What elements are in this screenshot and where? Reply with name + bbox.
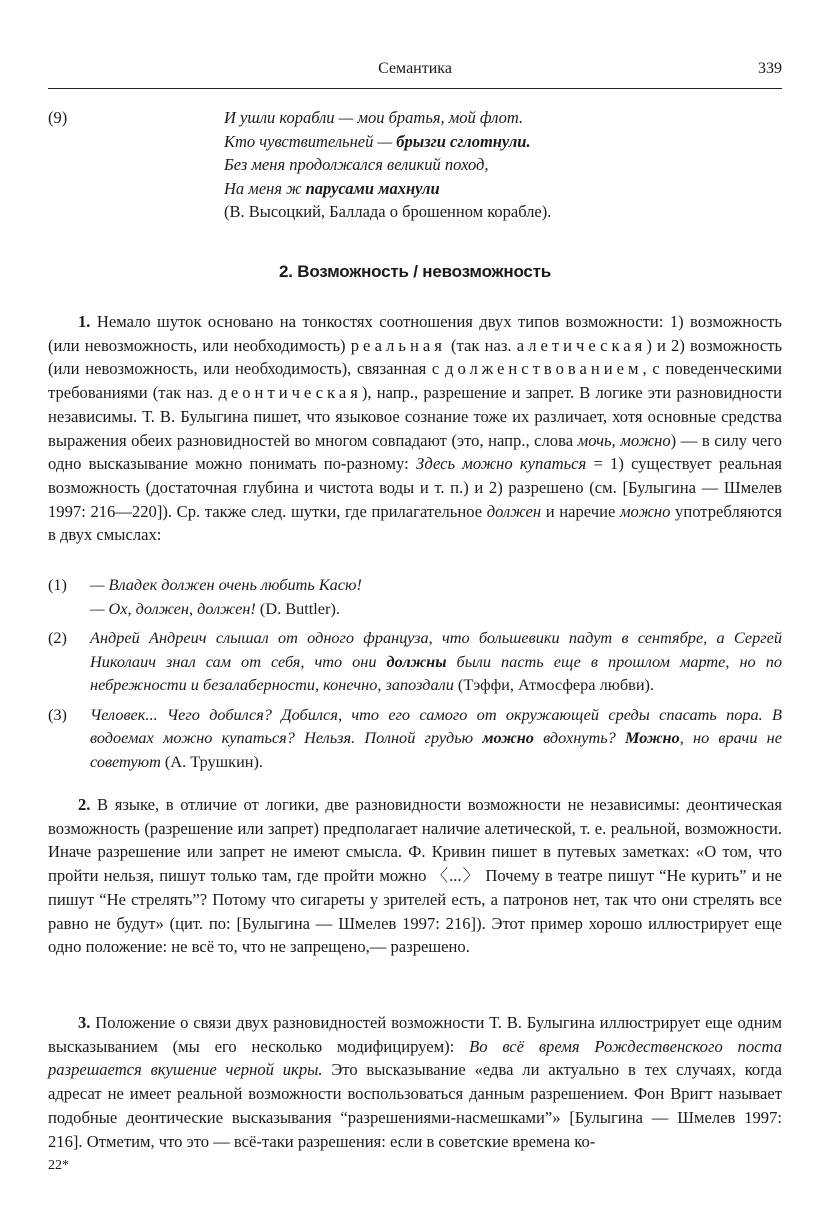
text: употребляются в двух смыслах: bbox=[48, 501, 782, 545]
text: ), напр., разрешение и запрет. В логике эти разновидности независимы. Т. В. Булыгина пишет, что языковое сознание тоже их различает, хотя основные средства выражения обеих разновидностей во многом совпадают (это, напр., слова bbox=[48, 383, 782, 450]
example-label: (3) bbox=[48, 704, 67, 724]
text: = 1) существует реальная возможность (достаточная глубина и чистота воды и т. п.) и 2) разрешено (см. [Булыгина — Шмелев 1997: 216—220]). Ср. также след. шутки, где прилагательное bbox=[48, 454, 782, 521]
poem-text: Кто чувствительней — bbox=[224, 131, 397, 151]
poem-line bbox=[224, 106, 551, 130]
example-label: (2) bbox=[48, 628, 67, 647]
example-source: (А. Трушкин). bbox=[160, 751, 264, 771]
text: и наречие bbox=[541, 501, 620, 521]
poem-source: (В. Высоцкий, Баллада о брошенном корабле). bbox=[224, 202, 552, 221]
example-3 bbox=[48, 703, 782, 774]
spaced-term: деонтическая bbox=[218, 383, 362, 403]
spaced-term: реальная bbox=[350, 335, 446, 355]
italic-term: Здесь можно купаться bbox=[415, 454, 587, 474]
poem-text: Без меня продолжался великий поход, bbox=[224, 155, 489, 174]
paragraph-number: 3. bbox=[78, 1013, 91, 1032]
poem-emphasis: парусами махнули bbox=[305, 178, 440, 198]
example-emphasis: Можно bbox=[625, 728, 680, 747]
section-heading: 2. Возможность / невозможность bbox=[278, 262, 552, 281]
poem-text: На меня ж bbox=[224, 178, 306, 198]
paragraph-number: 1. bbox=[78, 312, 91, 331]
poem-quote bbox=[224, 106, 551, 224]
example-text: вдохнуть? bbox=[533, 728, 626, 747]
paragraph-number: 2. bbox=[78, 795, 91, 814]
italic-term: Во всё время Рождественского поста разрешается вкушение черной икры. bbox=[48, 1036, 783, 1080]
poem-text: И ушли корабли — мои братья, мой флот. bbox=[224, 108, 524, 127]
italic-term: можно bbox=[619, 501, 671, 521]
signature-mark: 22* bbox=[48, 1158, 69, 1173]
text: Это высказывание «едва ли актуально в тех случаях, когда адресат не имеет реальной возможности воспользоваться данным разрешением. Фон Вригт называет подобные деонтические высказывания “разрешениями-насмешками”» [Булыгина — Шмелев 1997: 216]. Отметим, что это — всё-таки разрешения: если в советские времена ко- bbox=[48, 1060, 782, 1151]
poem-emphasis: брызги сглотнули. bbox=[396, 131, 531, 151]
example-source: (Тэффи, Атмосфера любви). bbox=[453, 675, 655, 694]
example-text: , но врачи не советуют bbox=[90, 728, 782, 771]
example-1 bbox=[48, 573, 782, 620]
text: , с поведенческими требованиями (так наз. bbox=[48, 359, 783, 403]
example-2 bbox=[48, 626, 782, 697]
paragraph-2 bbox=[48, 793, 782, 959]
text: ) — в силу чего одно высказывание можно понимать по-разному: bbox=[48, 430, 782, 474]
text: ) и 2) возможность (или невозможность, или необходимость), связанная с bbox=[48, 335, 783, 379]
example-text: Андрей Андреич слышал от одного француза, что большевики падут в сентябре, а Сергей Николаич знал сам от себя, что они bbox=[90, 628, 782, 671]
text: (так наз. bbox=[445, 335, 517, 355]
example-source: (D. Buttler). bbox=[255, 598, 340, 618]
text: Немало шуток основано на тонкостях соотношения двух типов возможности: 1) возможность (или невозможность, или необходимость) bbox=[48, 312, 782, 355]
example-text: Человек... Чего добился? Добился, что его самого от окружающей среды спасать пора. В водоемах можно купаться? Нельзя. Полной грудью bbox=[90, 704, 782, 747]
example-label: (9) bbox=[48, 108, 68, 127]
example-emphasis: должны bbox=[386, 651, 447, 671]
italic-term: должен bbox=[486, 501, 542, 521]
example-emphasis: можно bbox=[482, 728, 534, 747]
page-number: 339 bbox=[758, 60, 782, 77]
poem-line bbox=[224, 130, 551, 154]
example-text: — Ох, должен, должен! bbox=[90, 598, 256, 618]
poem-line bbox=[224, 153, 551, 177]
paragraph-1 bbox=[48, 310, 782, 547]
spaced-term: долженствованием bbox=[445, 359, 643, 379]
example-text: — Владек должен очень любить Касю! bbox=[90, 575, 362, 594]
italic-term: мочь, можно bbox=[577, 430, 671, 450]
example-list bbox=[48, 573, 782, 779]
example-label: (1) bbox=[48, 575, 67, 594]
example-text: были пасть еще в прошлом марте, но по небрежности и безалаберности, конечно, запоздали bbox=[90, 651, 782, 694]
spaced-term: алетическая bbox=[516, 335, 647, 355]
header-rule bbox=[48, 88, 782, 89]
text: Положение о связи двух разновидностей возможности Т. В. Булыгина иллюстрирует еще одним высказыванием (мы его несколько модифицируем): bbox=[48, 1013, 782, 1056]
running-head-title: Семантика bbox=[378, 60, 452, 77]
paragraph-3 bbox=[48, 1011, 782, 1153]
text: В языке, в отличие от логики, две разновидности возможности не независимы: деонтическая возможность (разрешение или запрет) предполагает наличие алетической, т. е. реальной, возможности. Иначе разрешение или запрет не имеют смысла. Ф. Кривин пишет в путевых заметках: «О том, что пройти нельзя, пишут только там, где пройти можно 〈...〉 Почему в театре пишут “Не курить” и не пишут “Не стрелять”? Потому что сигареты у зрителей есть, а патронов нет, так что они стрелять все равно не будут» (цит. по: [Булыгина — Шмелев 1997: 216]). Этот пример хорошо иллюстрирует еще одно положение: не всё то, что не запрещено,— разрешено. bbox=[48, 795, 782, 957]
running-head bbox=[48, 60, 782, 82]
poem-line bbox=[224, 177, 551, 201]
